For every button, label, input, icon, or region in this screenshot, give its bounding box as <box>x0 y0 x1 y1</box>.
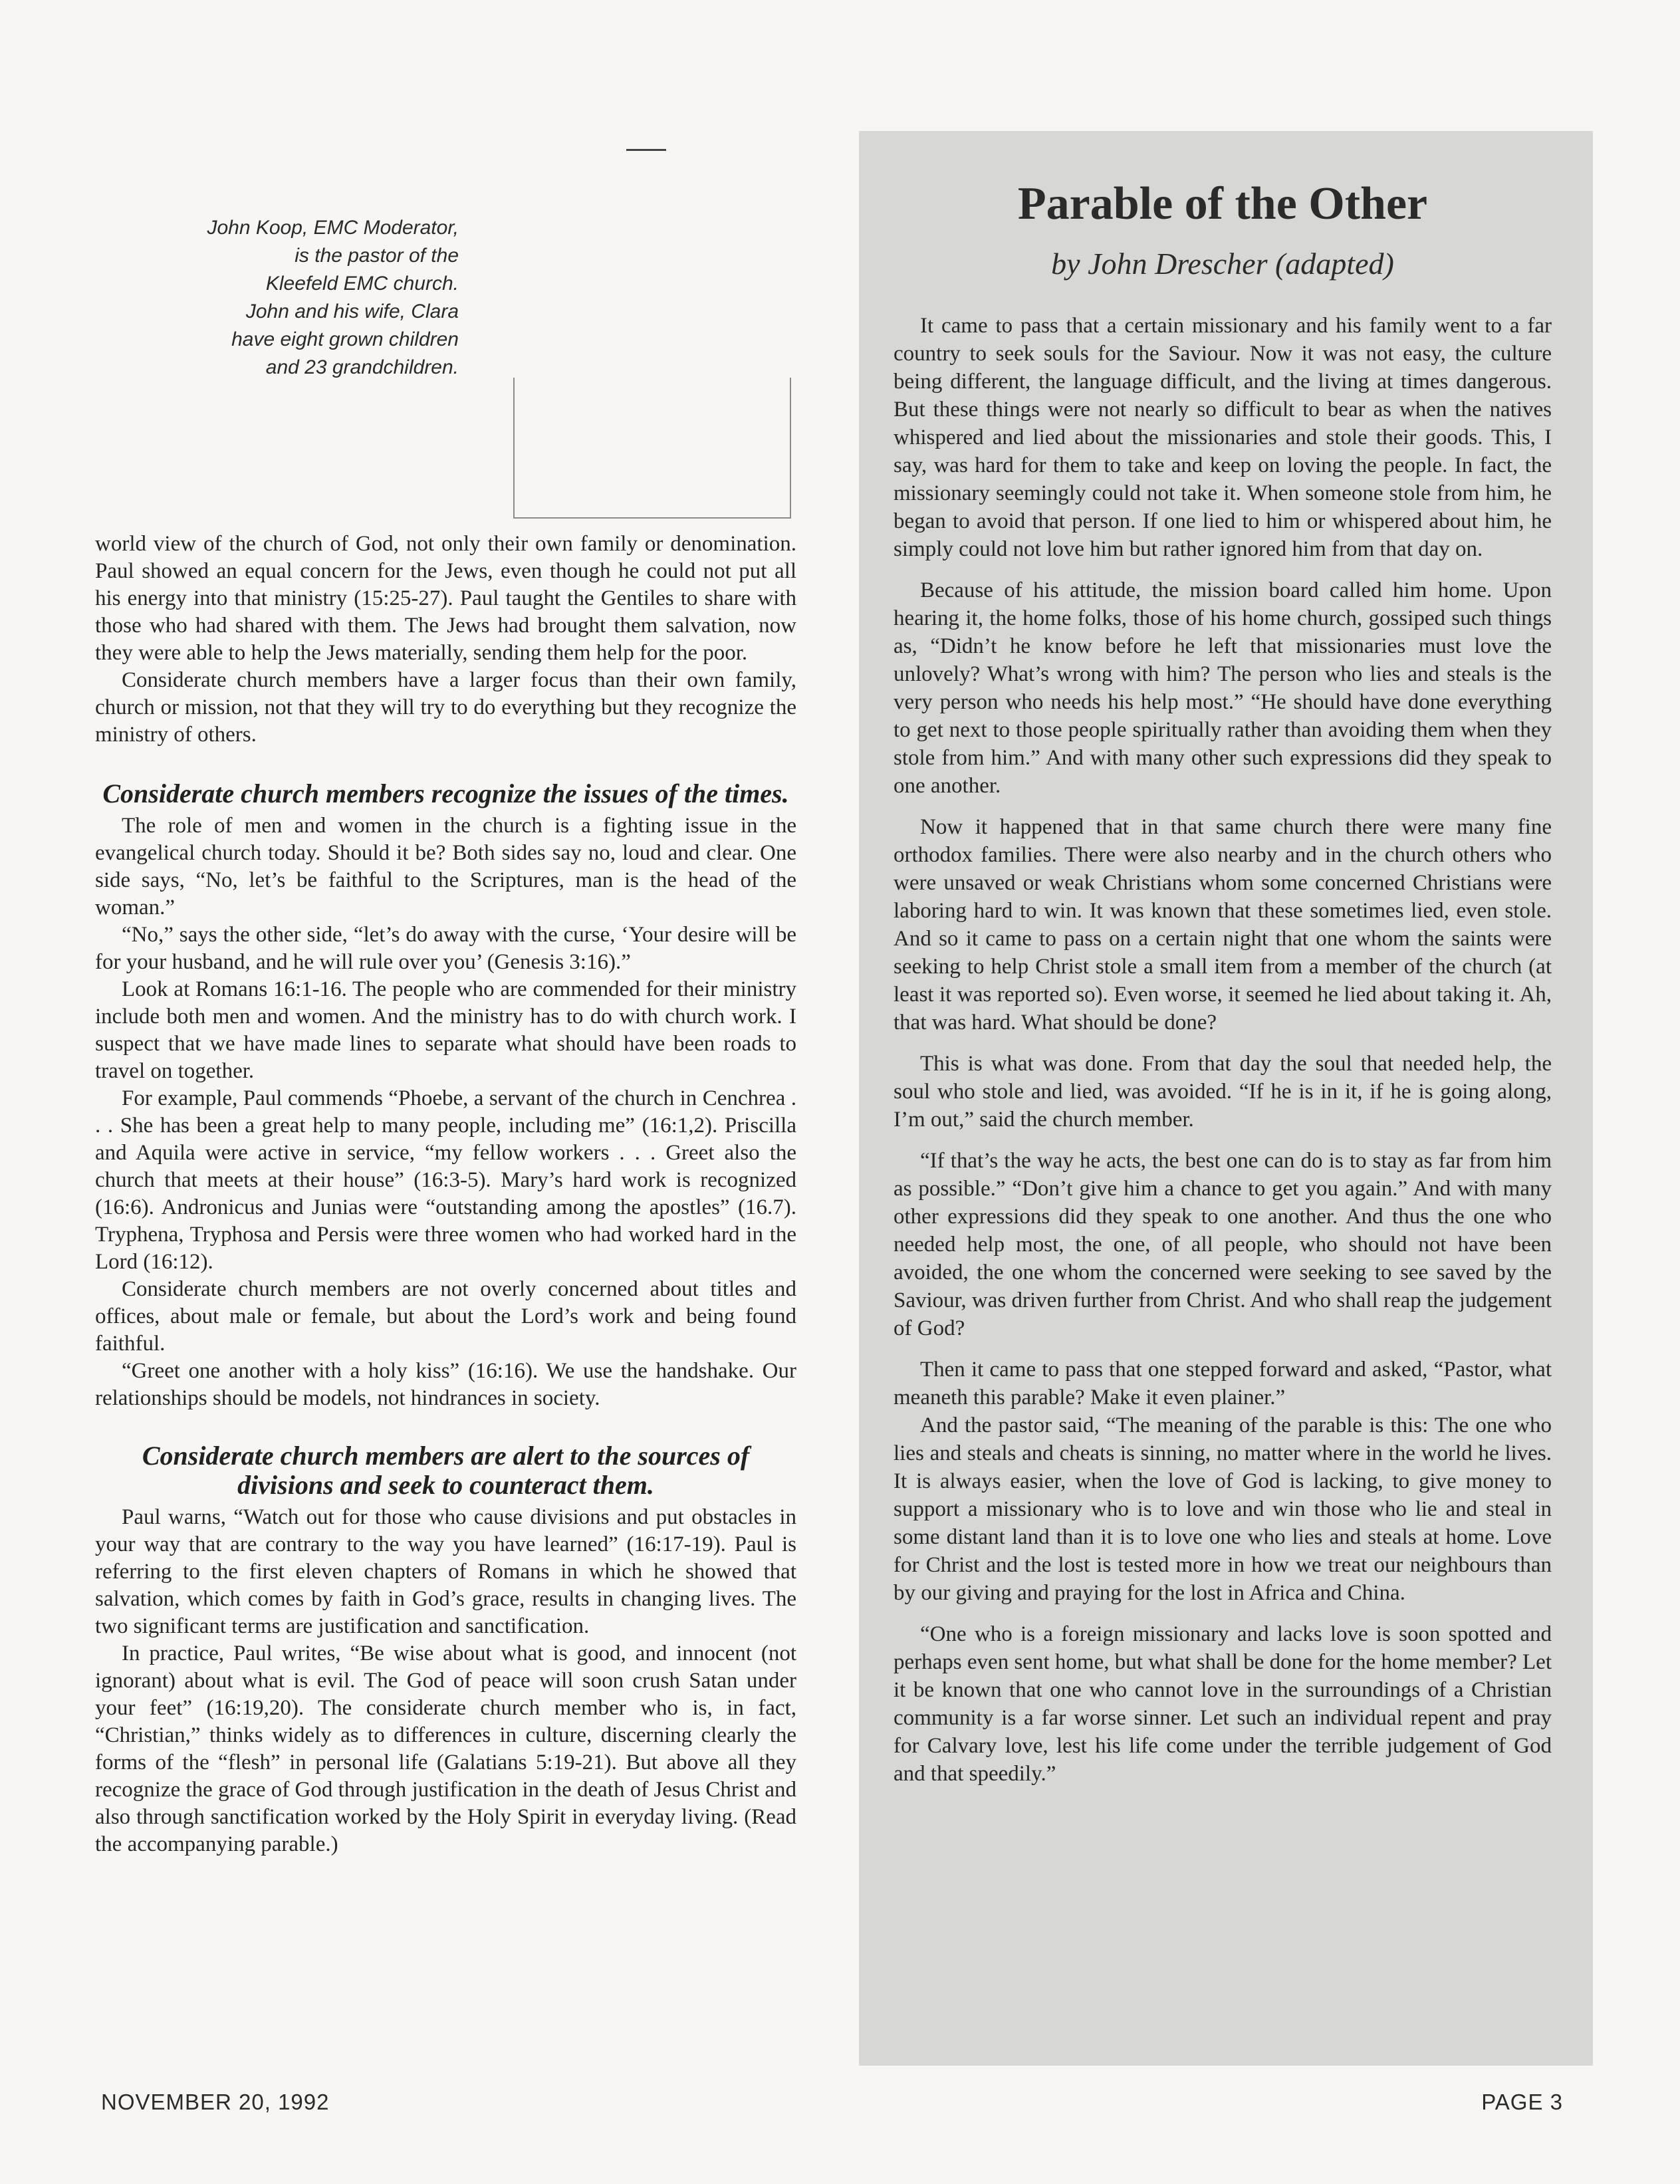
article-paragraph: world view of the church of God, not only their own family or denomination. Paul showed an equal concern for the Jews, even though he could not put all his energy into that ministry (15:25-27). Paul taught the Gentiles to share with those who had shared with them. The Jews had brought them salvation, now they were able to help the Jews materially, sending them help for the poor. <box>95 532 796 665</box>
article-paragraph: The role of men and women in the church is a fighting issue in the evangelical church today. Should it be? Both sides say no, loud and clear. One side says, “No, let’s be faithful to the Scriptures, man is the head of the woman.” <box>95 814 796 919</box>
article-paragraph: In practice, Paul writes, “Be wise about what is good, and innocent (not ignorant) about what is evil. The God of peace will soon crush Satan under your feet” (16:19,20). The considerate church member who is, in fact, “Christian,” thinks widely as to differences in culture, discerning clearly the forms of the “flesh” in personal life (Galatians 5:19-21). But above all they recognize the grace of God through justification in the death of Jesus Christ and also through sanctification worked by the Holy Spirit in everyday living. (Read the accompanying parable.) <box>95 1641 796 1856</box>
sidebar-paragraph: “If that’s the way he acts, the best one can do is to stay as far from him as possible.” “Don’t give him a chance to get you again.” And with many other expressions did they speak to one another. And thus the one who needed help most, the one, of all people, who should not have been avoided, the one whom the concerned were seeking to see saved by the Saviour, was driven further from Christ. And who shall reap the judgement of God? <box>894 1149 1552 1340</box>
caption-line: John Koop, EMC Moderator, <box>207 217 459 239</box>
caption-line: is the pastor of the <box>295 245 459 267</box>
section-heading: Considerate church members are alert to the sources of divisions and seek to counteract them. <box>142 1441 750 1500</box>
sidebar-paragraph: “One who is a foreign missionary and lacks love is soon spotted and perhaps even sent home, but what shall be done for the home member? Let it be known that one who cannot love in the surroundings of a Christian community is a far worse sinner. Let such an individual repent and pray for Calvary love, lest his life come under the terrible judgement of God and that speedily.” <box>894 1622 1552 1786</box>
article-paragraph: Considerate church members have a larger focus than their own family, church or mission, not that they will try to do everything but they recognize the ministry of others. <box>95 668 796 747</box>
article-paragraph: For example, Paul commends “Phoebe, a servant of the church in Cenchrea . . . She has been a great help to many people, including me” (16:1,2). Priscilla and Aquila were active in service, “my fellow workers . . . Greet also the church that meets at their house” (16:3-5). Mary’s hard work is recognized (16:6). Andronicus and Junias were “outstanding among the apostles” (16.7). Tryphena, Tryphosa and Persis were three women who had worked hard in the Lord (16:12). <box>95 1086 796 1274</box>
caption-line: and 23 grandchildren. <box>265 356 459 378</box>
article-paragraph: Paul warns, “Watch out for those who cause divisions and put obstacles in your way that are contrary to the way you have learned” (16:17-19). Paul is referring to the first eleven chapters of Romans in which he showed that salvation, which comes by faith in God’s grace, results in changing lives. The two significant terms are justification and sanctification. <box>95 1505 796 1638</box>
parable-sidebar <box>859 131 1593 2066</box>
sidebar-paragraph: Because of his attitude, the mission board called him home. Upon hearing it, the home folks, those of his home church, gossiped such things as, “Didn’t he know before he left that missionaries must love the unlovely? What’s wrong with him? The person who lies and steals is the very person who needs his help most.” “He should have done everything to get next to those people spiritually rather than avoiding them when they stole from him.” And with many other such expressions did they speak to one another. <box>894 578 1552 798</box>
footer-date: NOVEMBER 20, 1992 <box>101 2090 330 2114</box>
article-paragraph: “Greet one another with a holy kiss” (16:16). We use the handshake. Our relationships should be models, not hindrances in society. <box>95 1359 796 1410</box>
sidebar-title: Parable of the Other <box>1017 178 1428 229</box>
caption-line: Kleefeld EMC church. <box>265 273 459 295</box>
sidebar-paragraph: And the pastor said, “The meaning of the parable is this: The one who lies and steals and cheats is sinning, no matter where in the world he lives. It is always easier, when the love of God is lacking, to give money to support a missionary who is to love and win those who lie and steal in some distant land than it is to love one who lies and steals at home. Love for Christ and the lost is tested more in how we treat our neighbours than by our giving and praying for the lost in Africa and China. <box>894 1413 1552 1605</box>
caption-line: John and his wife, Clara <box>245 301 459 322</box>
section-heading: Considerate church members recognize the issues of the times. <box>102 779 789 808</box>
sidebar-paragraph: This is what was done. From that day the soul that needed help, the soul who stole and lied, was avoided. “If he is in it, if he is going along, I’m out,” said the church member. <box>894 1052 1552 1132</box>
decorative-dash <box>626 149 666 151</box>
sidebar-paragraph: Now it happened that in that same church there were many fine orthodox families. There were also nearby and in the church others who were unsaved or weak Christians whom some concerned Christians were laboring hard to win. It was known that these sometimes lied, even stole. And so it came to pass on a certain night that one whom the saints were seeking to help Christ stole a small item from a member of the church (at least it was reported so). Even worse, it seemed he lied about taking it. Ah, that was hard. What should be done? <box>894 815 1552 1034</box>
sidebar-paragraph: It came to pass that a certain missionary and his family went to a far country to seek souls for the Saviour. Now it was not easy, the culture being different, the language difficult, and the living at times dangerous. But these things were not nearly so difficult to bear as when the natives whispered and lied about the missionaries and stole their goods. This, I say, was hard for them to take and keep on loving the people. In fact, the missionary seemingly could not take it. When someone stole from him, he began to avoid that person. If one lied to him or whispered about him, he simply could not love him but rather ignored him from that day on. <box>894 314 1552 561</box>
sidebar-byline: by John Drescher (adapted) <box>1051 247 1394 281</box>
sidebar-paragraph: Then it came to pass that one stepped forward and asked, “Pastor, what meaneth this parable? Make it even plainer.” <box>894 1358 1552 1409</box>
photo-placeholder-frame <box>513 378 791 519</box>
footer-page-number: PAGE 3 <box>1481 2090 1563 2114</box>
article-paragraph: Look at Romans 16:1-16. The people who are commended for their ministry include both men and women. And the ministry has to do with church work. I suspect that we have made lines to separate what should have been roads to travel on together. <box>95 977 796 1083</box>
article-paragraph: Considerate church members are not overly concerned about titles and offices, about male or female, but about the Lord’s work and being found faithful. <box>95 1277 796 1356</box>
author-caption <box>100 214 459 382</box>
article-paragraph: “No,” says the other side, “let’s do away with the curse, ‘Your desire will be for your husband, and he will rule over you’ (Genesis 3:16).” <box>95 923 796 974</box>
article-body <box>95 531 796 1858</box>
caption-line: have eight grown children <box>231 328 459 350</box>
